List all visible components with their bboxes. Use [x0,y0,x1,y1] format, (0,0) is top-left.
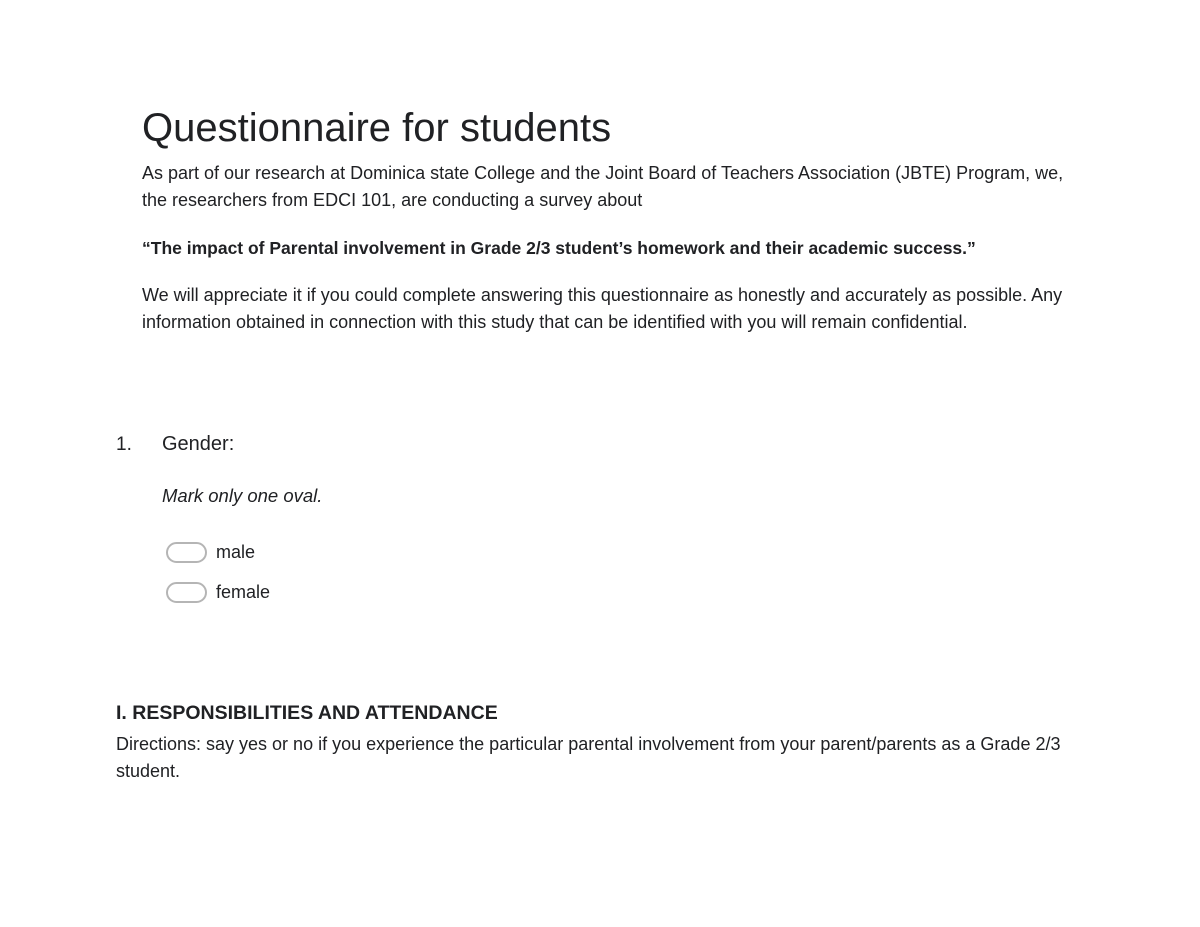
question-1-hint: Mark only one oval. [162,485,323,506]
form-intro: As part of our research at Dominica state College and the Joint Board of Teachers Association (JBTE) Program, we, the researchers from EDCI 101, are conducting a survey about [142,163,1064,210]
gender-option-male[interactable] [166,539,255,565]
gender-option-female[interactable] [166,579,270,605]
radio-oval-icon[interactable] [166,582,207,603]
question-1-number: 1. [116,434,132,455]
section-title: I. RESPONSIBILITIES AND ATTENDANCE [116,702,498,724]
form-title: Questionnaire for students [142,106,612,150]
question-1-label: Gender: [162,433,235,455]
form-appreciation-note: We will appreciate it if you could complete answering this questionnaire as honestly and accurately as possible. Any information obtained in connection with this study that can be identified with you will remain confidential. [142,285,1063,332]
research-title: “The impact of Parental involvement in Grade 2/3 student’s homework and their academic success.” [142,238,976,258]
gender-option-male-label: male [216,542,256,562]
gender-option-female-label: female [216,582,271,602]
section-directions: Directions: say yes or no if you experience the particular parental involvement from your parent/parents as a Grade 2/3 student. [116,734,1061,781]
radio-oval-icon[interactable] [166,542,207,563]
